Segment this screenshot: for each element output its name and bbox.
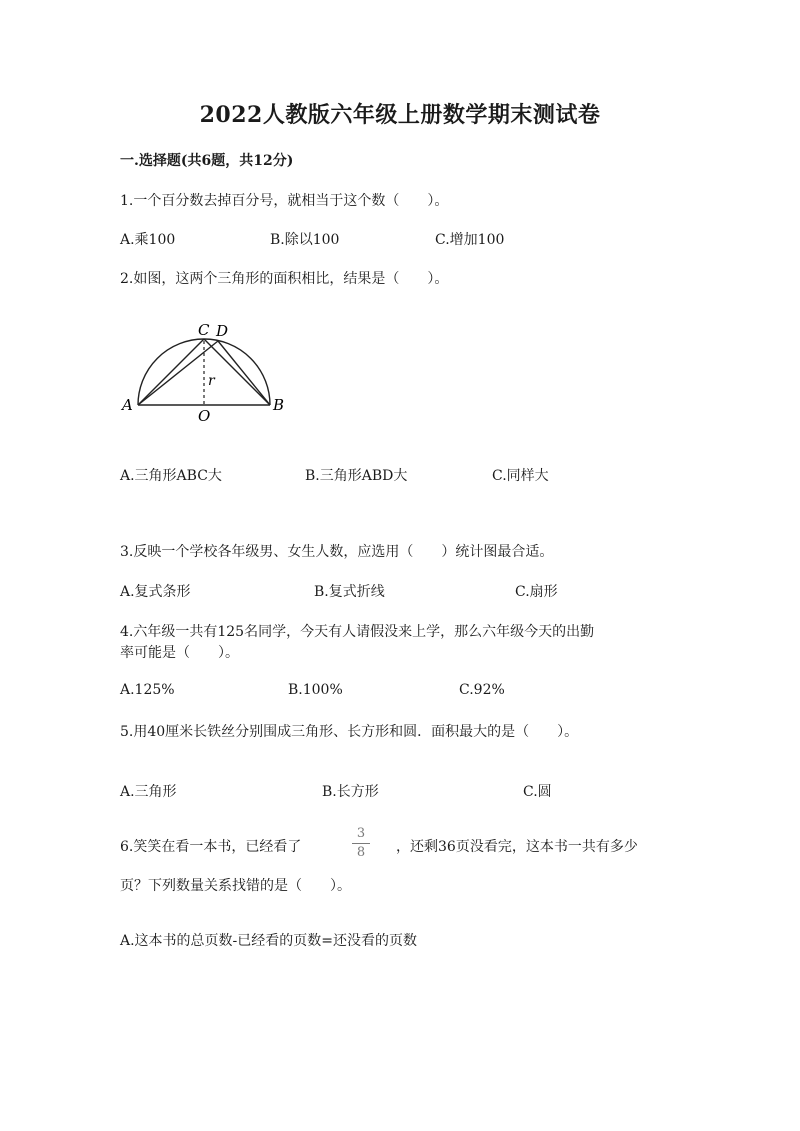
fraction-bar (352, 843, 370, 844)
question-5-text: 5.用40厘米长铁丝分别围成三角形、长方形和圆．面积最大的是（ ）。 (120, 724, 579, 740)
question-3-option-c: C.扇形 (515, 584, 558, 600)
question-4-option-b: B.100% (288, 682, 343, 698)
question-3-option-b: B.复式折线 (314, 584, 385, 600)
fraction-three-eighths (352, 826, 370, 861)
question-2-option-c: C.同样大 (492, 468, 549, 484)
question-6-option-a: A.这本书的总页数-已经看的页数=还没看的页数 (120, 933, 418, 949)
question-1-option-c: C.增加100 (435, 232, 505, 248)
question-6-text-after: ，还剩36页没看完，这本书一共有多少 (396, 839, 638, 855)
label-a: A (122, 396, 133, 414)
question-1-option-a: A.乘100 (120, 232, 176, 248)
label-r: r (208, 373, 215, 389)
question-6-text-line2: 页？下列数量关系找错的是（ ）。 (120, 878, 351, 894)
semicircle-triangle-figure (118, 315, 298, 425)
question-4-option-c: C.92% (459, 682, 505, 698)
label-d: D (216, 322, 229, 340)
question-2-text: 2.如图，这两个三角形的面积相比，结果是（ ）。 (120, 271, 449, 287)
question-6-text-before: 6.笑笑在看一本书，已经看了 (120, 839, 302, 855)
question-2-option-b: B.三角形ABD大 (305, 468, 408, 484)
question-4-text-line2: 率可能是（ ）。 (120, 645, 239, 661)
question-5-option-c: C.圆 (523, 784, 552, 800)
question-2-option-a: A.三角形ABC大 (120, 468, 222, 484)
page-title: 2022人教版六年级上册数学期末测试卷 (199, 102, 601, 128)
label-b: B (273, 396, 285, 414)
fraction-denominator: 8 (356, 845, 366, 860)
question-3-text: 3.反映一个学校各年级男、女生人数，应选用（ ）统计图最合适。 (120, 544, 554, 560)
label-o: O (198, 407, 211, 425)
question-1-option-b: B.除以100 (270, 232, 340, 248)
question-5-option-b: B.长方形 (322, 784, 379, 800)
fraction-numerator: 3 (356, 826, 366, 841)
question-5-option-a: A.三角形 (120, 784, 177, 800)
question-3-option-a: A.复式条形 (120, 584, 191, 600)
section-heading: 一.选择题(共6题，共12分) (120, 153, 294, 169)
label-c: C (198, 321, 210, 339)
question-1-text: 1.一个百分数去掉百分号，就相当于这个数（ ）。 (120, 193, 449, 209)
question-4-text-line1: 4.六年级一共有125名同学，今天有人请假没来上学，那么六年级今天的出勤 (120, 624, 595, 640)
question-4-option-a: A.125% (120, 682, 175, 698)
